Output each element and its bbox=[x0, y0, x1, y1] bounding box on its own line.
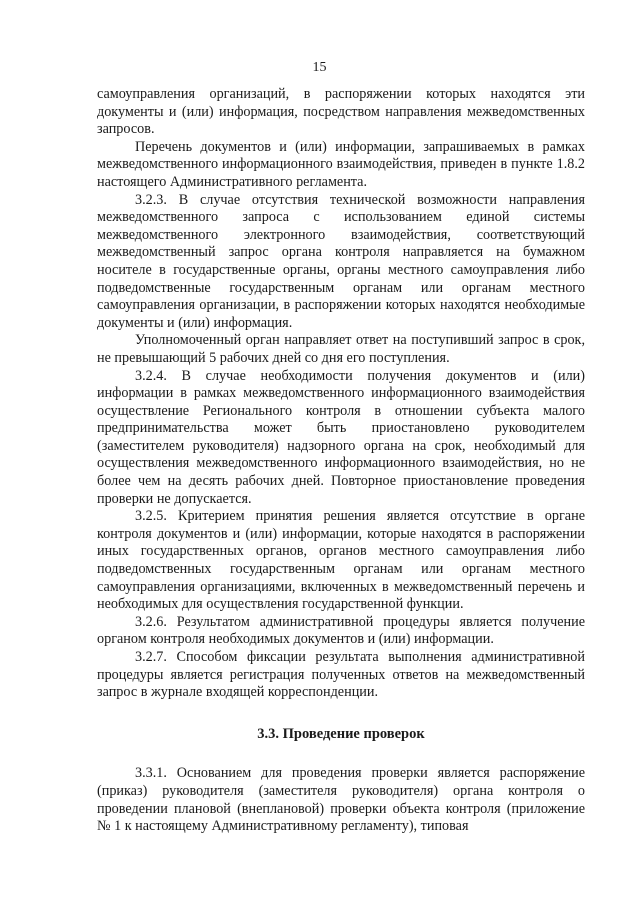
document-body bbox=[97, 86, 585, 836]
paragraph: 3.2.7. Способом фиксации результата выполнения административной процедуры является регистрация полученных ответов на межведомственный запрос в журнале входящей корреспонденции. bbox=[97, 649, 585, 701]
paragraph: 3.2.6. Результатом административной процедуры является получение органом контроля необходимых документов и (или) информации. bbox=[97, 613, 585, 648]
paragraphs-before-heading bbox=[97, 86, 585, 702]
paragraph: 3.2.5. Критерием принятия решения является отсутствие в органе контроля документов и (или) информации, которые находятся в распоряжении иных государственных органов, органов местного самоуправления либо подведомственных государственным органам или органам местного самоуправления организациями, включенных в межведомственный перечень и необходимых для осуществления государственной функции. bbox=[97, 508, 585, 613]
page-number: 15 bbox=[312, 60, 327, 75]
paragraph: 3.2.4. В случае необходимости получения документов и (или) информации в рамках межведомственного информационного взаимодействия осуществление Регионального контроля в отношении субъекта малого предпринимательства может быть приостановлено руководителем (заместителем руководителя) надзорного органа на срок, необходимый для осуществления межведомственного информационного взаимодействия, но не более чем на десять рабочих дней. Повторное приостановление проведения проверки не допускается. bbox=[97, 367, 585, 507]
section-heading: 3.3. Проведение проверок bbox=[257, 725, 425, 742]
paragraph: 3.3.1. Основанием для проведения проверки является распоряжение (приказ) руководителя (заместителя руководителя) органа контроля о проведении плановой (внеплановой) проверки объекта контроля (приложение № 1 к настоящему Административному регламенту), типовая bbox=[97, 765, 585, 835]
paragraph: 3.2.3. В случае отсутствия технической возможности направления межведомственного запроса с использованием единой системы межведомственного электронного взаимодействия, соответствующий межведомственный запрос органа контроля направляется на бумажном носителе в государственные органы, органы местного самоуправления либо подведомственные государственным органам или органам местного самоуправления организации, в распоряжении которых находятся необходимые документы и (или) информация. bbox=[97, 191, 585, 331]
paragraph: самоуправления организаций, в распоряжении которых находятся эти документы и (или) информация, посредством направления межведомственных запросов. bbox=[97, 86, 585, 138]
paragraphs-after-heading bbox=[97, 765, 585, 835]
paragraph: Перечень документов и (или) информации, запрашиваемых в рамках межведомственного информационного взаимодействия, приведен в пункте 1.8.2 настоящего Административного регламента. bbox=[97, 138, 585, 190]
paragraph: Уполномоченный орган направляет ответ на поступивший запрос в срок, не превышающий 5 рабочих дней со дня его поступления. bbox=[97, 332, 585, 366]
